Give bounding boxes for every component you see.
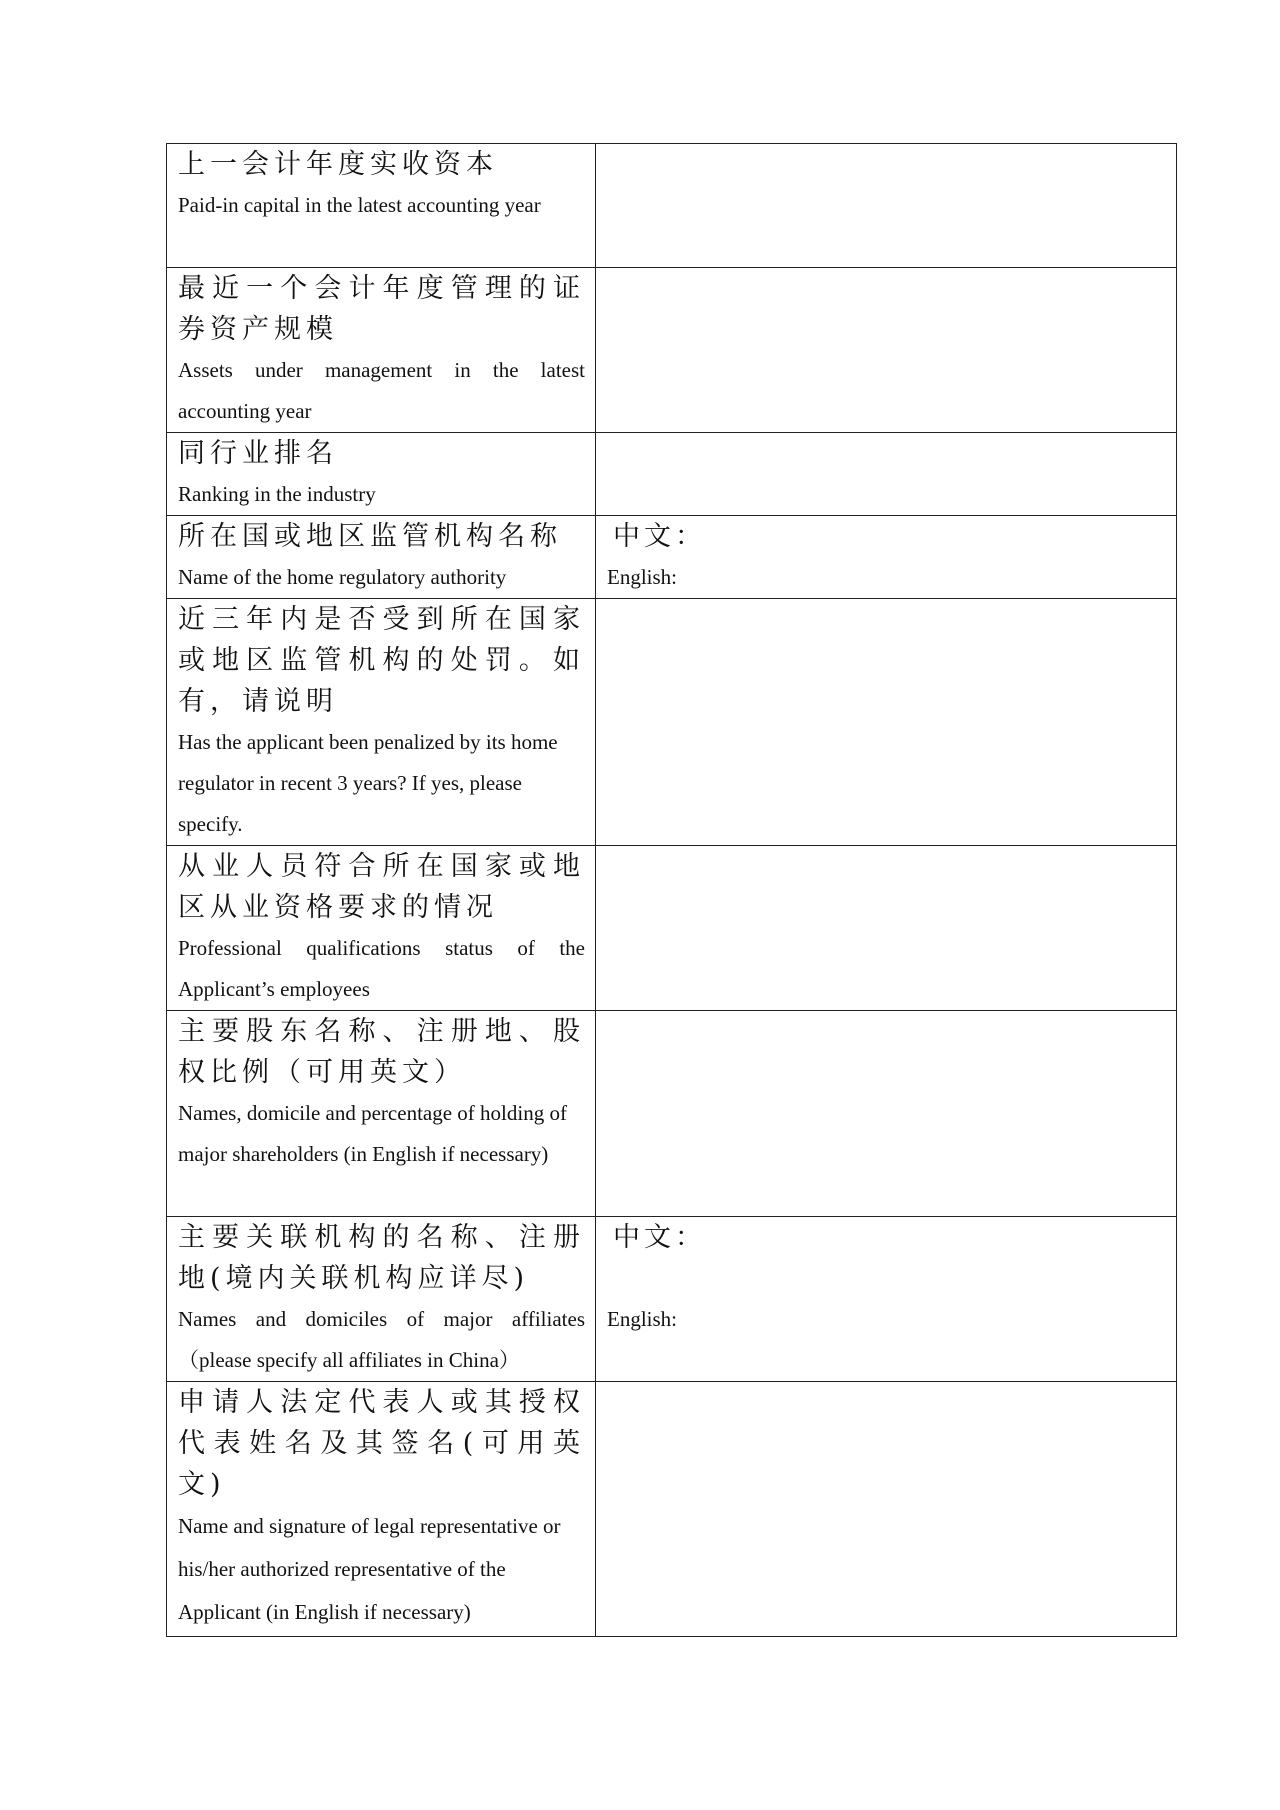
value-cell-major-affiliates[interactable]: [596, 1217, 1177, 1382]
label-en: Has the applicant been penalized by its home regulator in recent 3 years? If yes, please specify.: [178, 730, 558, 836]
label-cell: [167, 516, 596, 599]
chinese-field-label: 中文：: [613, 1222, 706, 1253]
label-zh: 主要关联机构的名称、注册地(境内关联机构应详尽): [178, 1222, 585, 1294]
value-cell-industry-ranking[interactable]: [596, 433, 1177, 516]
label-en: Names and domiciles of major affiliates（please specify all affiliates in China）: [178, 1307, 585, 1372]
table-row-paid-in-capital: [167, 144, 1177, 268]
label-cell: [167, 433, 596, 516]
label-en: Names, domicile and percentage of holding of major shareholders (in English if necessary): [178, 1101, 567, 1166]
label-en: Assets under management in the latest accounting year: [178, 358, 585, 423]
value-cell-major-shareholders[interactable]: [596, 1011, 1177, 1217]
table-row-assets-under-management: [167, 268, 1177, 433]
label-zh: 主要股东名称、注册地、股权比例（可用英文）: [178, 1016, 585, 1088]
table-row-regulatory-authority: [167, 516, 1177, 599]
label-en: Name of the home regulatory authority: [178, 565, 507, 589]
label-cell: [167, 599, 596, 846]
table-row-industry-ranking: [167, 433, 1177, 516]
label-en: Paid-in capital in the latest accounting year: [178, 193, 541, 217]
label-cell: [167, 268, 596, 433]
label-cell: [167, 846, 596, 1011]
label-cell: [167, 1217, 596, 1382]
table-row-qualifications: [167, 846, 1177, 1011]
label-zh: 最近一个会计年度管理的证券资产规模: [178, 273, 585, 345]
value-cell-assets-under-management[interactable]: [596, 268, 1177, 433]
value-cell-penalties[interactable]: [596, 599, 1177, 846]
label-en: Ranking in the industry: [178, 482, 376, 506]
label-zh: 从业人员符合所在国家或地区从业资格要求的情况: [178, 851, 585, 923]
chinese-field-label: 中文：: [613, 521, 706, 552]
label-zh: 近三年内是否受到所在国家或地区监管机构的处罚。如有，请说明: [178, 604, 585, 717]
table-row-legal-representative: [167, 1382, 1177, 1637]
value-cell-regulatory-authority[interactable]: [596, 516, 1177, 599]
label-en: Professional qualifications status of the Applicant’s employees: [178, 936, 585, 1001]
table-row-major-shareholders: [167, 1011, 1177, 1217]
label-cell: [167, 1382, 596, 1637]
label-zh: 上一会计年度实收资本: [178, 149, 498, 180]
value-cell-legal-representative-signature[interactable]: [596, 1382, 1177, 1637]
label-cell: [167, 144, 596, 268]
label-en: Name and signature of legal representative or his/her authorized representative of the Applicant (in English if necessary): [178, 1514, 561, 1624]
value-cell-paid-in-capital[interactable]: [596, 144, 1177, 268]
label-cell: [167, 1011, 596, 1217]
label-zh: 申请人法定代表人或其授权代表姓名及其签名(可用英文): [178, 1387, 585, 1500]
english-field-label: English:: [607, 565, 678, 589]
label-zh: 所在国或地区监管机构名称: [178, 521, 562, 552]
table-row-major-affiliates: [167, 1217, 1177, 1382]
english-field-label: English:: [607, 1307, 678, 1331]
application-form-table: [166, 143, 1177, 1637]
value-cell-qualifications[interactable]: [596, 846, 1177, 1011]
label-zh: 同行业排名: [178, 438, 338, 469]
table-row-penalties: [167, 599, 1177, 846]
